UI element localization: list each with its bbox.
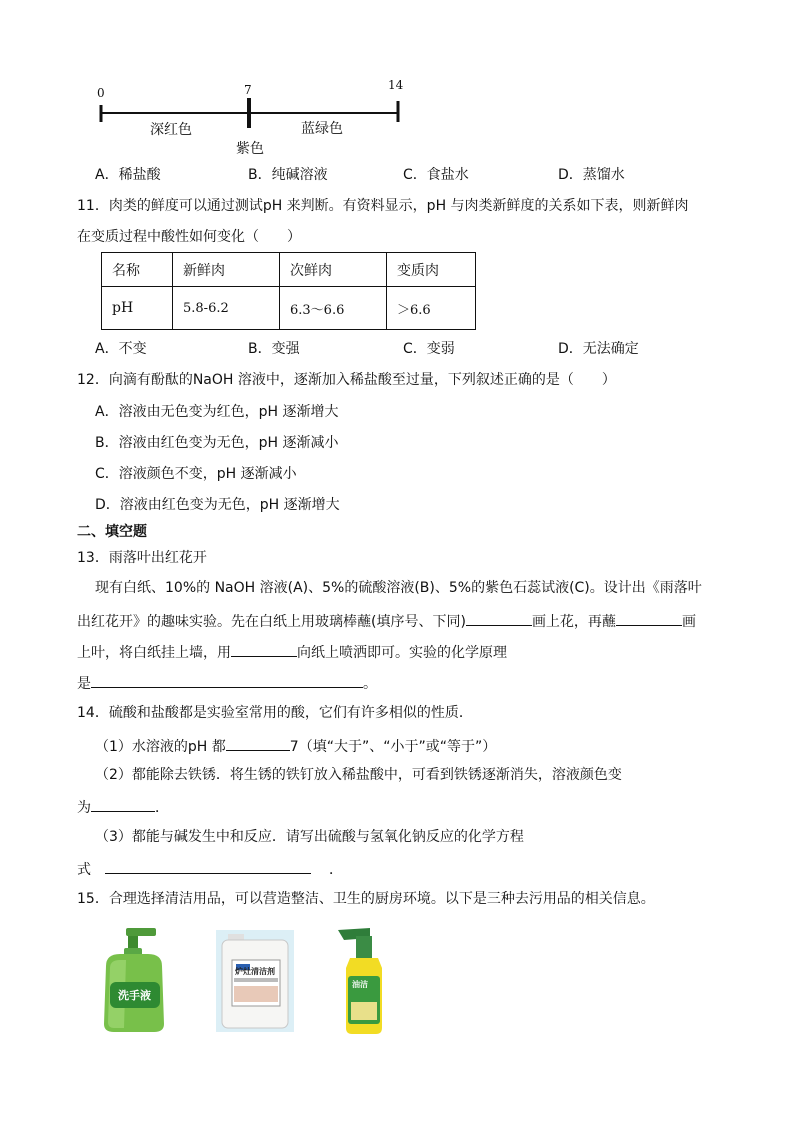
- tick-label-7: 7: [244, 83, 252, 97]
- table-header-row: [102, 253, 476, 287]
- q10-option-c: C．食盐水: [403, 167, 469, 183]
- table-row: [102, 287, 476, 330]
- ph-scale-line: [95, 95, 405, 130]
- q14-text: （1）水溶液的pH 都: [95, 739, 226, 755]
- q12-option-b: B．溶液由红色变为无色，pH 逐渐减小: [95, 435, 339, 451]
- table-header-cell: 变质肉: [387, 253, 476, 287]
- hand-soap-image: [96, 924, 176, 1034]
- tick-label-14: 14: [388, 78, 404, 92]
- table-cell: 6.3～6.6: [280, 287, 387, 330]
- left-color-label: 深红色: [150, 122, 192, 138]
- table-header-cell: 新鲜肉: [173, 253, 280, 287]
- product-label: 油洁: [352, 980, 368, 989]
- q12-option-a: A．溶液由无色变为红色，pH 逐渐增大: [95, 404, 339, 420]
- q13-line2: [77, 611, 696, 631]
- answer-blank[interactable]: [105, 859, 311, 874]
- q15-stem: 15．合理选择清洁用品，可以营造整洁、卫生的厨房环境。以下是三种去污用品的相关信息。: [77, 891, 655, 907]
- q13-text: 上叶，将白纸挂上墙，用: [77, 645, 231, 661]
- answer-blank[interactable]: [91, 673, 363, 688]
- right-color-label: 蓝绿色: [301, 121, 343, 137]
- product-label: 炉灶清洁剂: [235, 967, 275, 976]
- q11-option-a: A．不变: [95, 341, 147, 357]
- q14-part3-end: [77, 859, 343, 879]
- q10-option-a: A．稀盐酸: [95, 167, 161, 183]
- q13-text: 。: [363, 676, 377, 692]
- q10-option-b: B．纯碱溶液: [248, 167, 328, 183]
- q13-text: 是: [77, 676, 91, 692]
- q14-text: 式: [77, 862, 91, 878]
- q13-text: 向纸上喷洒即可。实验的化学原理: [297, 645, 507, 661]
- table-cell: 5.8-6.2: [173, 287, 280, 330]
- table-cell: ＞6.6: [387, 287, 476, 330]
- table-cell: pH: [102, 287, 173, 330]
- q11-option-d: D．无法确定: [558, 341, 639, 357]
- q14-stem: 14．硫酸和盐酸都是实验室常用的酸，它们有许多相似的性质．: [77, 705, 473, 721]
- q14-part2: （2）都能除去铁锈．将生锈的铁钉放入稀盐酸中，可看到铁锈逐渐消失，溶液颜色变: [95, 767, 622, 783]
- middle-color-label: 紫色: [236, 141, 264, 157]
- q11-option-b: B．变强: [248, 341, 300, 357]
- q11-option-c: C．变弱: [403, 341, 455, 357]
- q13-line1: 现有白纸、10%的 NaOH 溶液(A)、5%的硫酸溶液(B)、5%的紫色石蕊试液(C)。设计出《雨落叶: [95, 580, 702, 596]
- answer-blank[interactable]: [466, 611, 532, 626]
- q11-stem-line1: 11．肉类的鲜度可以通过测试pH 来判断。有资料显示，pH 与肉类新鲜度的关系如下表，则新鲜肉: [77, 198, 689, 214]
- q11-stem-line2: 在变质过程中酸性如何变化（ ）: [77, 229, 301, 245]
- q13-text: 画上花，再蘸: [531, 614, 616, 630]
- q14-part1: [95, 736, 496, 756]
- q13-title: 13．雨落叶出红花开: [77, 550, 207, 566]
- table-header-cell: 次鲜肉: [280, 253, 387, 287]
- q14-text: 7（填“大于”、“小于”或“等于”）: [289, 739, 497, 755]
- answer-blank[interactable]: [226, 736, 290, 751]
- q14-part3: （3）都能与碱发生中和反应．请写出硫酸与氢氧化钠反应的化学方程: [95, 829, 524, 845]
- answer-blank[interactable]: [91, 797, 155, 812]
- answer-blank[interactable]: [616, 611, 682, 626]
- q13-text: 画: [681, 614, 696, 630]
- q14-text: ．: [155, 800, 169, 816]
- table-header-cell: 名称: [102, 253, 173, 287]
- answer-blank[interactable]: [231, 642, 297, 657]
- q14-part2-end: [77, 797, 169, 817]
- section-title: 二、填空题: [77, 524, 147, 540]
- q12-stem: 12．向滴有酚酞的NaOH 溶液中，逐渐加入稀盐酸至过量，下列叙述正确的是（ ）: [77, 372, 616, 388]
- ph-freshness-table: [101, 252, 476, 330]
- q14-text: 为: [77, 800, 91, 816]
- q14-text: ．: [329, 862, 343, 878]
- q10-option-d: D．蒸馏水: [558, 167, 625, 183]
- q13-line3: [77, 642, 507, 662]
- q12-option-c: C．溶液颜色不变，pH 逐渐减小: [95, 466, 297, 482]
- q13-text: 出红花开》的趣味实验。先在白纸上用玻璃棒蘸(填序号、下同): [77, 614, 466, 630]
- q13-line4: [77, 673, 377, 693]
- product-label: 洗手液: [118, 989, 151, 1002]
- q12-option-d: D．溶液由红色变为无色，pH 逐渐增大: [95, 497, 340, 513]
- spray-cleaner-image: [334, 924, 394, 1036]
- tick-label-0: 0: [97, 86, 105, 100]
- stove-cleaner-image: [216, 930, 294, 1032]
